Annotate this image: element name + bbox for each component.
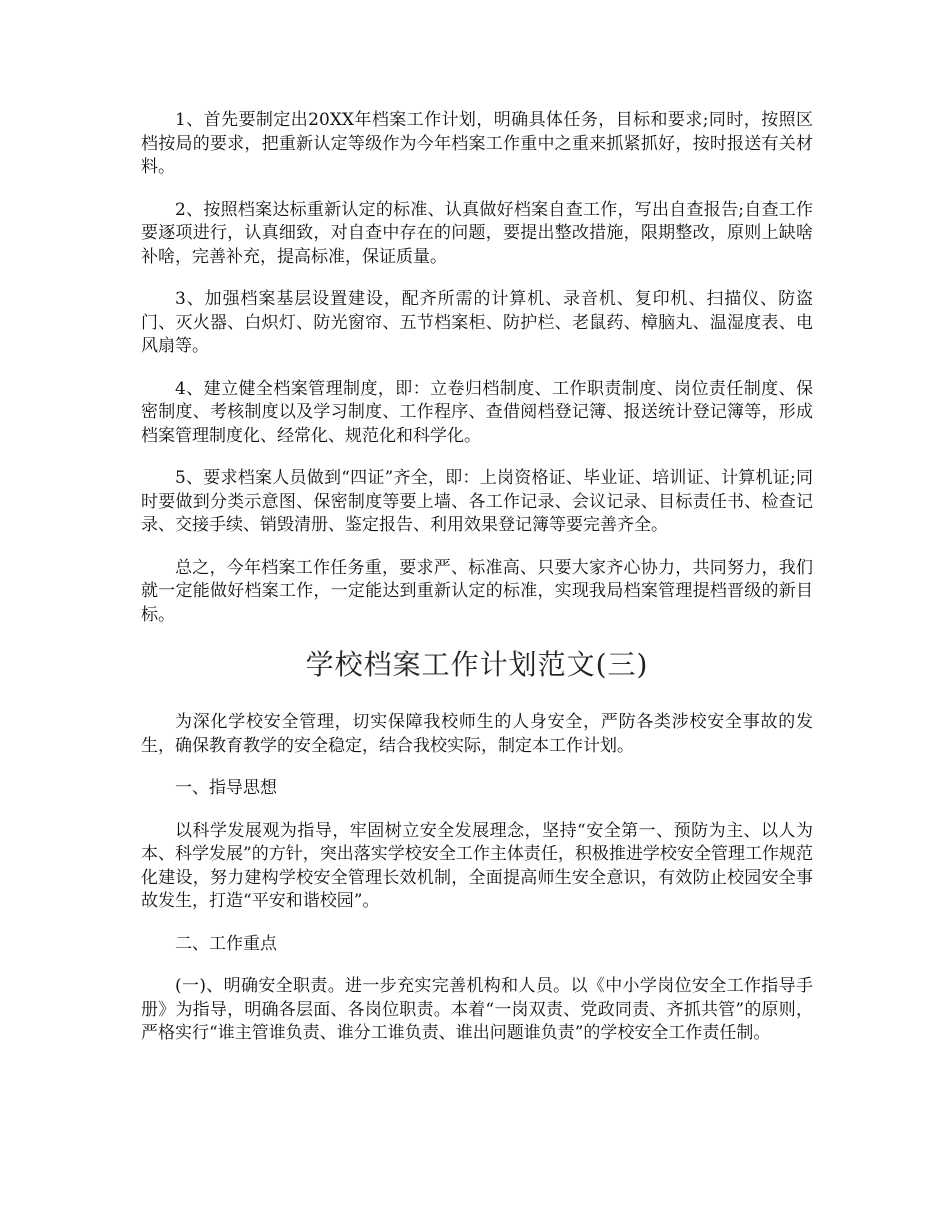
paragraph-item-3: 3、加强档案基层设置建设，配齐所需的计算机、录音机、复印机、扫描仪、防盗门、灭火器、白炽灯、防光窗帘、五节档案柜、防护栏、老鼠药、樟脑丸、温湿度表、电风扇等。 [141,289,813,356]
paragraph-safety-duties: (一)、明确安全职责。进一步充实完善机构和人员。以《中小学岗位安全工作指导手册》为指导，明确各层面、各岗位职责。本着“一岗双责、党政同责、齐抓共管”的原则，严格实行“谁主管谁负责、谁分工谁负责、谁出问题谁负责”的学校安全工作责任制。 [141,976,813,1043]
subheading-guiding-ideology: 一、指导思想 [175,778,277,798]
paragraph-preface: 为深化学校安全管理，切实保障我校师生的人身安全，严防各类涉校安全事故的发生，确保教育教学的安全稳定，结合我校实际，制定本工作计划。 [141,712,813,756]
section-heading: 学校档案工作计划范文(三) [305,648,649,681]
paragraph-item-4: 4、建立健全档案管理制度，即：立卷归档制度、工作职责制度、岗位责任制度、保密制度、考核制度以及学习制度、工作程序、查借阅档登记簿、报送统计登记簿等，形成档案管理制度化、经常化、规范化和科学化。 [141,378,813,446]
document-page [141,109,813,1046]
paragraph-item-5: 5、要求档案人员做到“四证”齐全，即：上岗资格证、毕业证、培训证、计算机证;同时要做到分类示意图、保密制度等要上墙、各工作记录、会议记录、目标责任书、检查记录、交接手续、销毁清册、鉴定报告、利用效果登记簿等要完善齐全。 [141,468,813,535]
paragraph-item-2: 2、按照档案达标重新认定的标准、认真做好档案自查工作，写出自查报告;自查工作要逐项进行，认真细致，对自查中存在的问题，要提出整改措施，限期整改，原则上缺啥补啥，完善补充，提高标准，保证质量。 [141,199,813,267]
paragraph-summary: 总之，今年档案工作任务重，要求严、标准高、只要大家齐心协力，共同努力，我们就一定能做好档案工作，一定能达到重新认定的标准，实现我局档案管理提档晋级的新目标。 [141,557,813,625]
paragraph-guiding-ideology: 以科学发展观为指导，牢固树立安全发展理念，坚持“安全第一、预防为主、以人为本、科学发展”的方针，突出落实学校安全工作主体责任，积极推进学校安全管理工作规范化建设，努力建构学校安全管理长效机制，全面提高师生安全意识，有效防止校园安全事故发生，打造“平安和谐校园”。 [141,820,813,911]
subheading-work-focus: 二、工作重点 [175,933,277,954]
paragraph-item-1: 1、首先要制定出20XX年档案工作计划，明确具体任务，目标和要求;同时，按照区档按局的要求，把重新认定等级作为今年档案工作重中之重来抓紧抓好，按时报送有关材料。 [141,110,813,177]
